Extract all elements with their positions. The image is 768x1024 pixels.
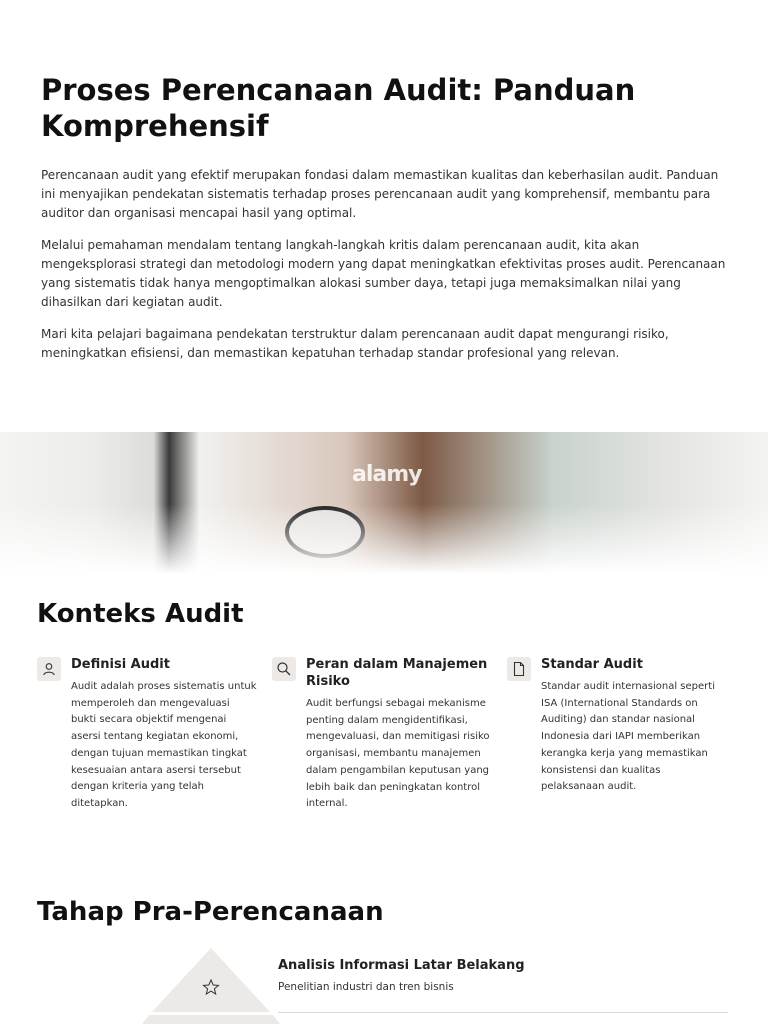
user-icon <box>37 657 61 681</box>
card-text: Standar audit internasional seperti ISA (International Standards on Auditing) dan standar nasional Indonesia dari IAPI memberikan kerangka kerja yang memastikan konsistensi dan kualitas pelaksanaan audit. <box>541 681 715 793</box>
card-text: Audit berfungsi sebagai mekanisme penting dalam mengidentifikasi, mengevaluasi, dan memitigasi risiko organisasi, membantu manajemen dalam pengambilan keputusan yang lebih baik dan peningkatan kontrol internal. <box>306 698 490 810</box>
watermark-logo: alamy <box>352 462 422 487</box>
intro-paragraph-2: Melalui pemahaman mendalam tentang langkah-langkah kritis dalam perencanaan audit, kita akan mengeksplorasi strategi dan metodologi modern yang dapat meningkatkan efektivitas proses audit. Perencanaan yang sistematis tidak hanya mengoptimalkan alokasi sumber daya, tetapi juga memaksimalkan nilai yang dihasilkan dari kegiatan audit. <box>41 238 726 309</box>
pyramid-tier-2 <box>142 1015 280 1024</box>
hero-image <box>0 432 768 574</box>
card-definition <box>37 656 257 813</box>
pre-planning-step-1 <box>278 958 728 1013</box>
pre-planning-section-title: Tahap Pra-Perencanaan <box>37 897 384 927</box>
card-title: Definisi Audit <box>71 657 170 672</box>
page-title: Proses Perencanaan Audit: Panduan Komprehensif <box>41 73 636 143</box>
intro-paragraph-3: Mari kita pelajari bagaimana pendekatan terstruktur dalam perencanaan audit dapat mengurangi risiko, meningkatkan efisiensi, dan memastikan kepatuhan terhadap standar profesional yang relevan. <box>41 327 669 360</box>
search-icon <box>272 657 296 681</box>
intro-paragraph-1: Perencanaan audit yang efektif merupakan fondasi dalam memastikan kualitas dan keberhasilan audit. Panduan ini menyajikan pendekatan sistematis terhadap proses perencanaan audit yang komprehensif, membantu para auditor dan organisasi mencapai hasil yang optimal. <box>41 168 719 220</box>
pyramid-diagram <box>142 948 280 1024</box>
context-section-title: Konteks Audit <box>37 599 244 629</box>
card-standards <box>507 656 727 796</box>
hero-fade <box>0 504 768 574</box>
intro-section <box>41 72 731 376</box>
step-text: Penelitian industri dan tren bisnis <box>278 981 454 993</box>
document-icon <box>507 657 531 681</box>
card-risk-management <box>272 656 492 813</box>
card-text: Audit adalah proses sistematis untuk memperoleh dan mengevaluasi bukti secara objektif mengenai asersi tentang kegiatan ekonomi, dengan tujuan memastikan tingkat kesesuaian antara asersi tersebut dengan kriteria yang telah ditetapkan. <box>71 681 257 809</box>
card-title: Peran dalam Manajemen Risiko <box>306 657 488 689</box>
step-title: Analisis Informasi Latar Belakang <box>278 958 525 973</box>
card-title: Standar Audit <box>541 657 643 672</box>
